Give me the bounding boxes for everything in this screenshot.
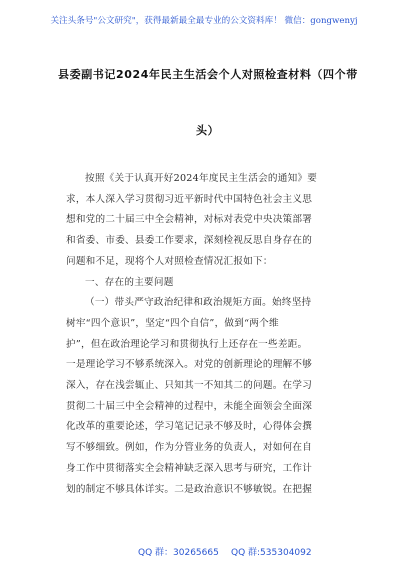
body-line: 树牢“四个意识”，坚定“四个自信”，做到“两个维 xyxy=(66,317,279,329)
body-line: 身工作中贯彻落实全会精神缺乏深入思考与研究，工作计 xyxy=(66,462,313,474)
body-line: 一是理论学习不够系统深入。对党的创新理论的理解不够 xyxy=(66,359,313,371)
body-line: 化改革的重要论述，学习笔记记录不够及时，心得体会撰 xyxy=(66,421,313,433)
body-line: 划的制定不够具体详实。二是政治意识不够敏锐。在把握 xyxy=(66,483,313,495)
body-line: （一）带头严守政治纪律和政治规矩方面。始终坚持 xyxy=(85,297,312,309)
body-line: 问题和不足，现将个人对照检查情况汇报如下： xyxy=(66,255,273,267)
footer-qq-group-left: QQ 群：30265665 xyxy=(138,548,219,558)
body-line: 求，本人深入学习贯彻习近平新时代中国特色社会主义思 xyxy=(66,193,313,205)
document-body xyxy=(66,169,348,500)
document-title-line-1: 县委副书记2024年民主生活会个人对照检查材料（四个带 xyxy=(58,68,358,81)
header-promo-note: 关注头条号"公文研究"，获得最新最全最专业的公文资料库！ 微信：gongwenyj xyxy=(50,16,358,26)
body-line: 护”，但在政治理论学习和贯彻执行上还存在一些差距。 xyxy=(66,338,308,350)
document-title-line-2: 头） xyxy=(196,124,220,137)
body-line: 写不够细致。例如，作为分管业务的负责人，对如何在自 xyxy=(66,442,313,454)
body-line: 深入，存在浅尝辄止、只知其一不知其二的问题。在学习 xyxy=(66,380,313,392)
body-line: 和省委、市委、县委工作要求，深刻检视反思自身存在的 xyxy=(66,235,313,247)
section-heading: 一、存在的主要问题 xyxy=(85,276,174,288)
body-line: 按照《关于认真开好2024年度民主生活会的通知》要 xyxy=(85,173,318,184)
footer-qq-group-right: QQ 群:535304092 xyxy=(231,548,312,558)
body-line: 想和党的二十届三中全会精神，对标对表党中央决策部署 xyxy=(66,214,313,226)
body-line: 贯彻二十届三中全会精神的过程中，未能全面领会全面深 xyxy=(66,400,313,412)
